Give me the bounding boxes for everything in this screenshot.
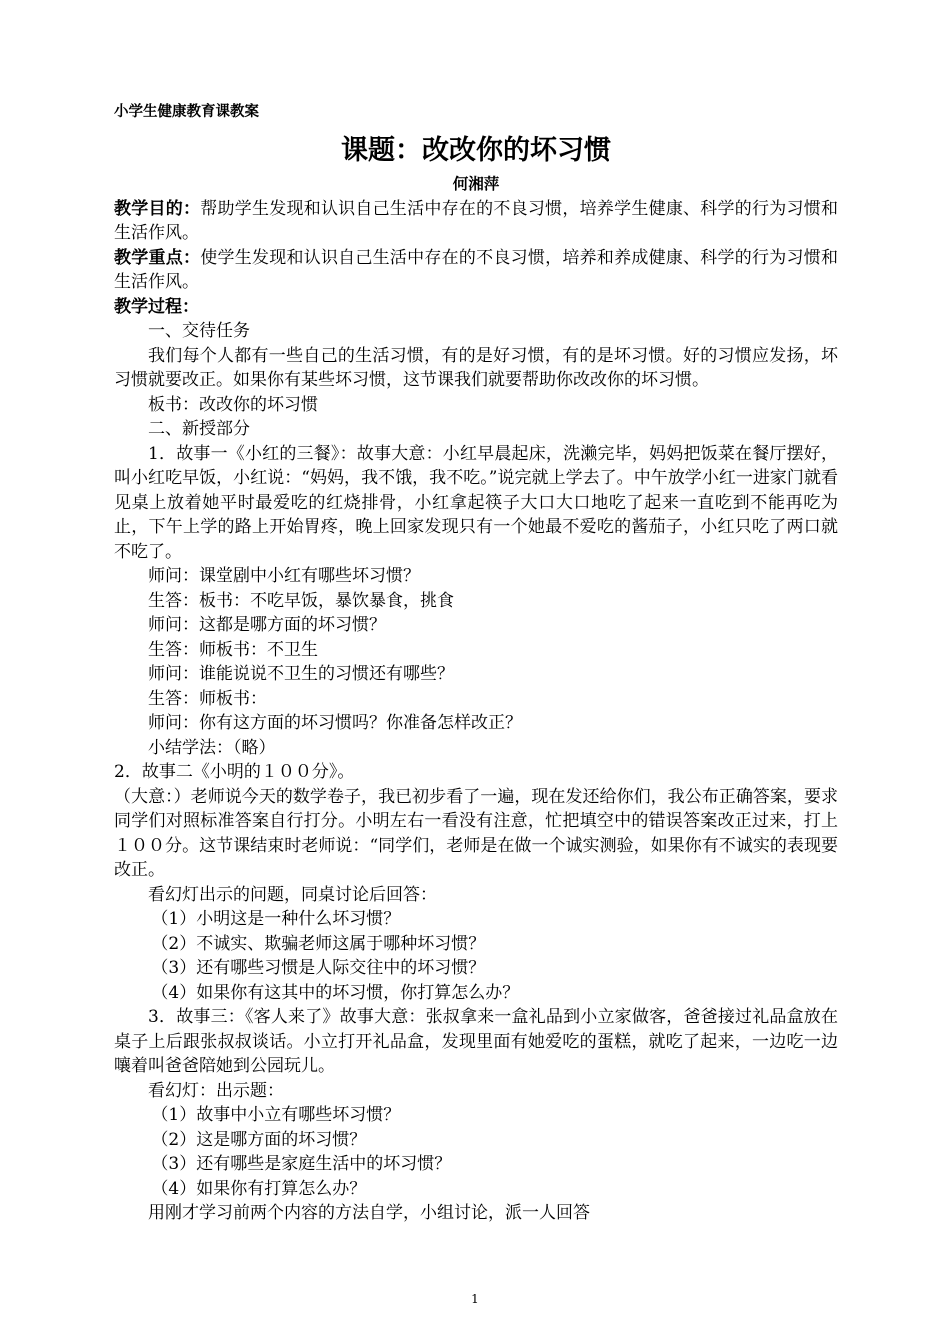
teaching-focus — [114, 246, 838, 295]
closing-paragraph: 用刚才学习前两个内容的方法自学，小组讨论，派一人回答 — [148, 1203, 590, 1223]
teaching-goal-label: 教学目的： — [114, 198, 201, 219]
teaching-goal-text: 帮助学生发现和认识自己生活中存在的不良习惯，培养学生健康、科学的行为习惯和生活作风。 — [114, 198, 839, 243]
dialogue-line: 生答：师板书：不卫生 — [148, 639, 318, 660]
dialogue-line: 小结学法：（略） — [148, 737, 276, 758]
dialogue-line: 师问：这都是哪方面的坏习惯？ — [148, 615, 386, 635]
teaching-focus-text: 使学生发现和认识自己生活中存在的不良习惯，培养和养成健康、科学的行为习惯和生活作风。 — [114, 247, 839, 292]
page-number: 1 — [471, 1292, 479, 1306]
teaching-goal — [114, 197, 838, 246]
section2-heading: 二、新授部分 — [148, 419, 250, 439]
question-item: （1）故事中小立有哪些坏习惯？ — [151, 1105, 401, 1125]
question-item: （3）还有哪些习惯是人际交往中的坏习惯？ — [151, 958, 486, 978]
dialogue-line: 生答：板书：不吃早饭，暴饮暴食，挑食 — [148, 590, 454, 611]
dialogue-line: 师问：你有这方面的坏习惯吗？你准备怎样改正？ — [148, 713, 522, 733]
story2-question-list — [114, 907, 838, 1005]
section1-heading: 一、交待任务 — [148, 321, 250, 341]
question-item: （4）如果你有这其中的坏习惯，你打算怎么办？ — [151, 982, 520, 1003]
question-item: （3）还有哪些是家庭生活中的坏习惯？ — [151, 1154, 452, 1174]
dialogue-line: 师问：课堂剧中小红有哪些坏习惯？ — [148, 566, 420, 586]
dialogue-line: 生答：师板书： — [148, 688, 267, 709]
teaching-focus-label: 教学重点： — [114, 247, 201, 268]
question-item: （1）小明这是一种什么坏习惯？ — [151, 909, 401, 929]
dialogue-line: 师问：谁能说说不卫生的习惯还有哪些？ — [148, 664, 454, 684]
question-item: （2）这是哪方面的坏习惯？ — [151, 1129, 367, 1150]
story2-prompt: 看幻灯出示的问题，同桌讨论后回答： — [148, 884, 437, 905]
story3-question-list — [114, 1103, 838, 1201]
story3-prompt: 看幻灯：出示题： — [148, 1080, 284, 1101]
dialogue-list — [114, 564, 838, 760]
page-title: 课题：改改你的坏习惯 — [341, 134, 611, 166]
document-type: 小学生健康教育课教案 — [114, 104, 259, 120]
story1-paragraph: 1．故事一《小红的三餐》：故事大意：小红早晨起床，洗濑完毕，妈妈把饭菜在餐厅摆好，叫小红吃早饭，小红说：“妈妈，我不饿，我不吃。”说完就上学去了。中午放学小红一进家门就看见桌上放着她平时最爱吃的红烧排骨，小红拿起筷子大口大口地吃了起来一直吃到不能再吃为止，下午上学的路上开始胃疼，晚上回家发现只有一个她最不爱吃的酱茄子，小红只吃了两口就不吃了。 — [114, 443, 838, 562]
question-item: （2）不诚实、欺骗老师这属于哪种坏习惯？ — [151, 933, 486, 954]
board-note: 板书：改改你的坏习惯 — [148, 394, 318, 415]
story2-paragraph: （大意：）老师说今天的数学卷子，我已初步看了一遍，现在发还给你们，我公布正确答案，要求同学们对照标准答案自行打分。小明左右一看没有注意，忙把填空中的错误答案改正过来，打上１００分。这节课结束时老师说：“同学们，老师是在做一个诚实测验，如果你有不诚实的表现要改正。 — [114, 786, 838, 880]
process-label: 教学过程： — [114, 296, 199, 317]
question-item: （4）如果你有打算怎么办？ — [151, 1178, 367, 1199]
story2-title: 2．故事二《小明的１００分》。 — [114, 762, 355, 782]
story3-paragraph: 3．故事三：《客人来了》故事大意：张叔拿来一盒礼品到小立家做客，爸爸接过礼品盒放在桌子上后跟张叔叔谈话。小立打开礼品盒，发现里面有她爱吃的蛋糕，就吃了起来，一边吃一边嚷着叫爸爸陪她到公园玩儿。 — [114, 1007, 838, 1076]
section1-paragraph: 我们每个人都有一些自己的生活习惯，有的是好习惯，有的是坏习惯。好的习惯应发扬，坏习惯就要改正。如果你有某些坏习惯，这节课我们就要帮助你改改你的坏习惯。 — [114, 345, 838, 390]
author: 何湘萍 — [452, 174, 500, 193]
